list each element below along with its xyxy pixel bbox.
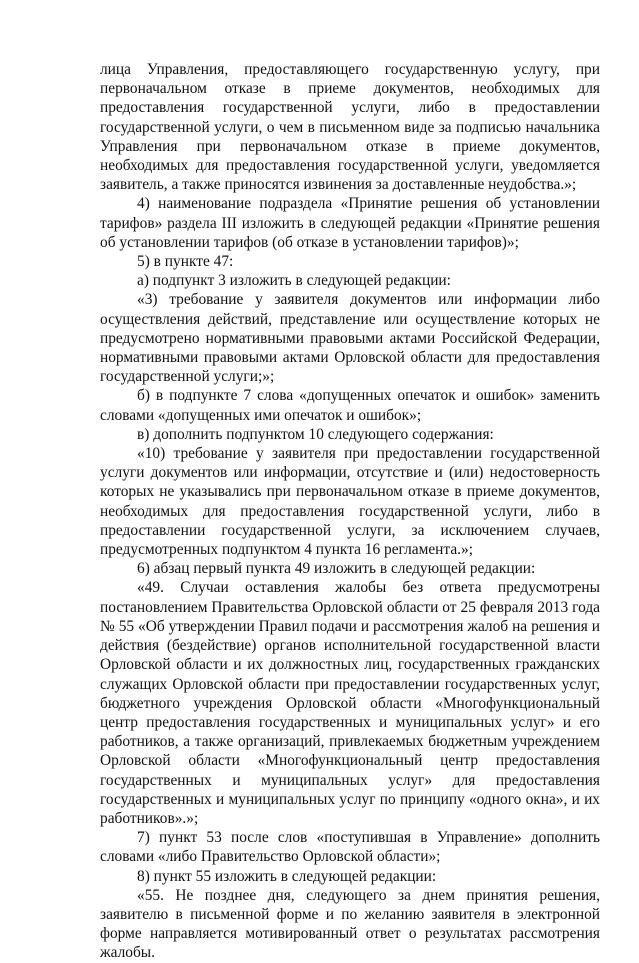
- paragraph-item-8-clause-55: 8) пункт 55 изложить в следующей редакции:: [137, 867, 437, 885]
- paragraph-subitem-a: а) подпункт 3 изложить в следующей редакции:: [137, 272, 451, 290]
- paragraph-item-7-clause-53: 7) пункт 53 после слов «поступившая в Управление» дополнить словами «либо Правительство Орловской области»;: [100, 829, 600, 866]
- paragraph-clause-49-text: «49. Случаи оставления жалобы без ответа предусмотрены постановлением Правительства Орловской области от 25 февраля 2013 года № 55 «Об утверждении Правил подачи и рассмотрения жалоб на решения и действия (бездействие) органов исполнительной государственной власти Орловской области и их должностных лиц, государственных гражданских служащих Орловской области при предоставлении государственных услуг, бюджетного учреждения Орловской области «Многофункциональный центр предоставления государственных и муниципальных услуг» и его работников, а также организаций, привлекаемых бюджетным учреждением Орловской области «Многофункциональный центр предоставления государственных и муниципальных услуг» для предоставления государственных и муниципальных услуг по принципу «одного окна», и их работников».»;: [100, 579, 600, 827]
- document-body: [100, 60, 600, 963]
- paragraph-clause-55-text: «55. Не позднее дня, следующего за днем принятия решения, заявителю в письменной форме и по желанию заявителя в электронной форме направляется мотивированный ответ о результатах рассмотрения жалобы.: [100, 886, 600, 962]
- paragraph-item-5-clause-47: 5) в пункте 47:: [137, 253, 234, 271]
- paragraph-item-6-clause-49: 6) абзац первый пункта 49 изложить в следующей редакции:: [137, 560, 536, 578]
- paragraph-subitem-b: б) в подпункте 7 слова «допущенных опечаток и ошибок» заменить словами «допущенных ими опечаток и ошибок»;: [100, 387, 600, 424]
- paragraph-subitem-10-text: «10) требование у заявителя при предоставлении государственной услуги документов или информации, отсутствие и (или) недостоверность которых не указывались при первоначальном отказе в приеме документов, необходимых для предоставления государственной услуги, либо в предоставлении государственной услуги, за исключением случаев, предусмотренных подпунктом 4 пункта 16 регламента.»;: [100, 445, 600, 559]
- paragraph-subitem-3-text: «3) требование у заявителя документов или информации либо осуществления действий, представление или осуществление которых не предусмотрено нормативными правовыми актами Российской Федерации, нормативными правовыми актами Орловской области для предоставления государственной услуги;»;: [100, 291, 600, 386]
- paragraph-subitem-c: в) дополнить подпунктом 10 следующего содержания:: [137, 425, 494, 443]
- paragraph-refusal-apology: лица Управления, предоставляющего государственную услугу, при первоначальном отказе в приеме документов, необходимых для предоставления государственной услуги, либо в предоставлении государственной услуги, о чем в письменном виде за подписью начальника Управления при первоначальном отказе в приеме документов, необходимых для предоставления государственной услуги, уведомляется заявитель, а также приносятся извинения за доставленные неудобства.»;: [100, 61, 600, 194]
- paragraph-item-4-subsection-title: 4) наименование подраздела «Принятие решения об установлении тарифов» раздела III изложить в следующей редакции «Принятие решения об установлении тарифов (об отказе в установлении тарифов)»;: [100, 195, 600, 251]
